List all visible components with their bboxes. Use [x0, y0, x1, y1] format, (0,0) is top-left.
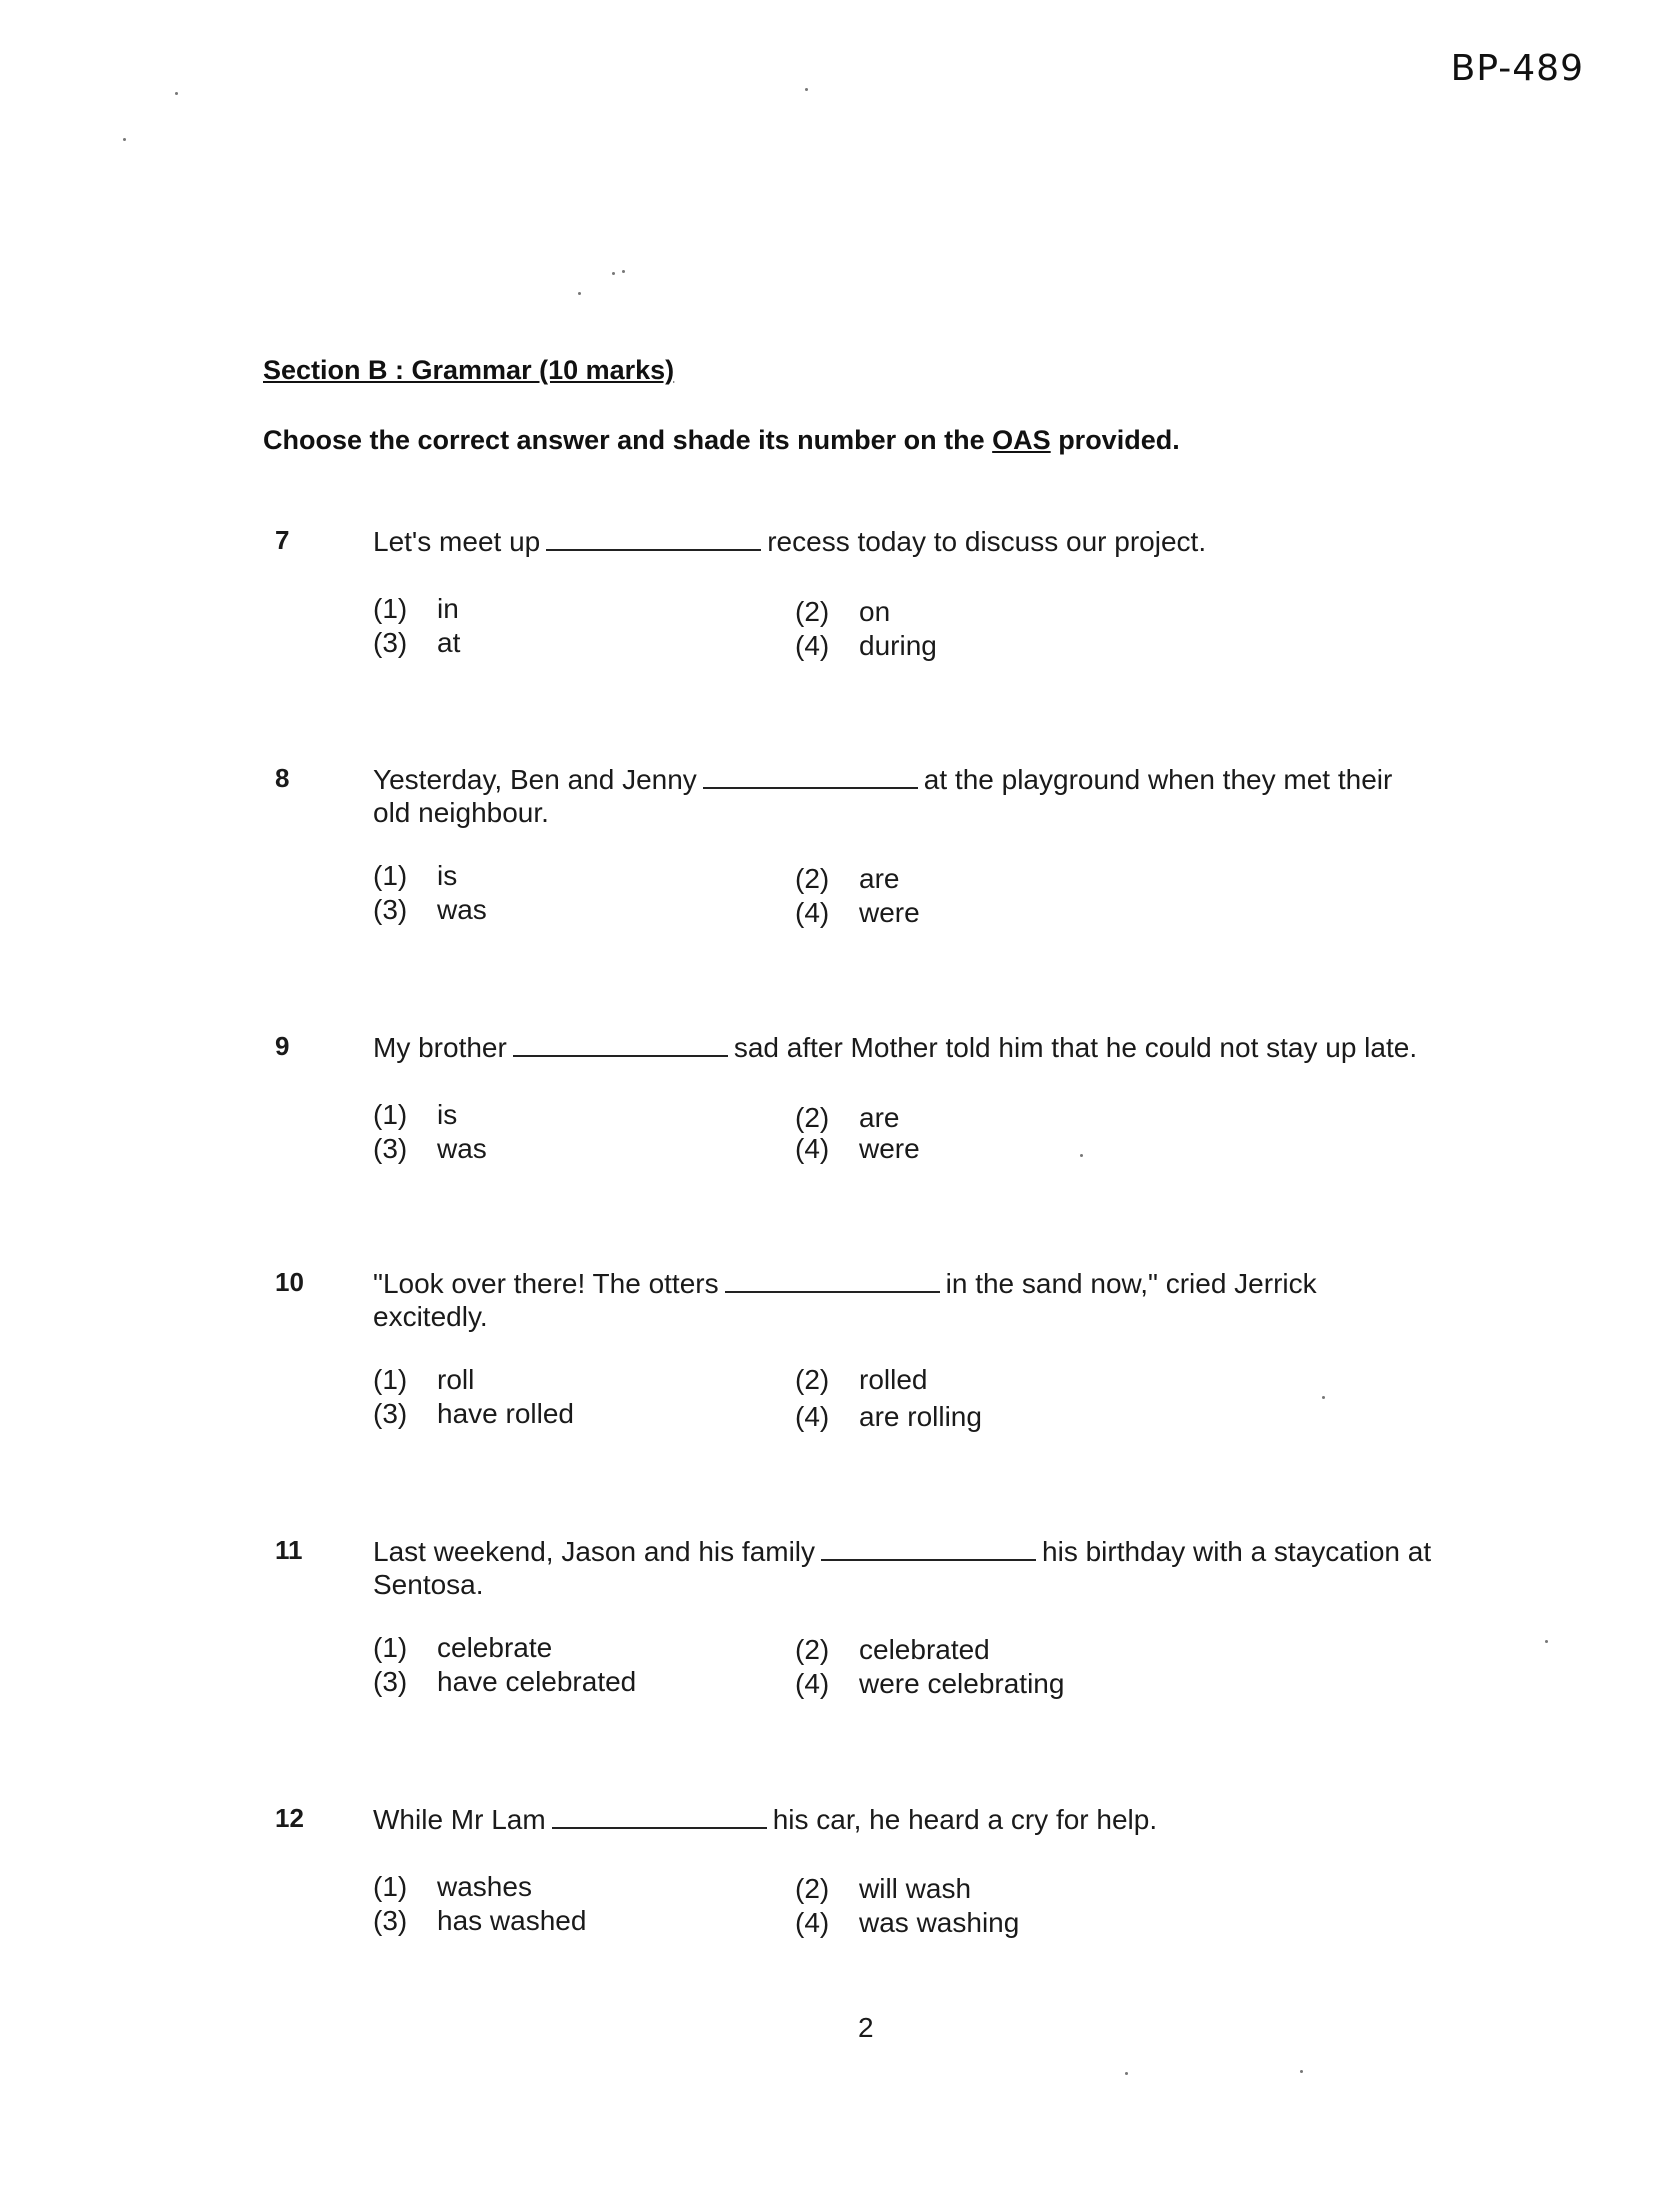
- scan-speck: [612, 272, 615, 275]
- option-number: (3): [373, 894, 408, 925]
- scan-speck: [622, 270, 625, 273]
- option-number: (3): [373, 1133, 408, 1164]
- option-text: have celebrated: [437, 1666, 637, 1697]
- option-number: (2): [795, 1873, 830, 1904]
- option-2[interactable]: [795, 1101, 899, 1135]
- option-text: celebrated: [859, 1634, 990, 1665]
- option-text: at: [437, 627, 461, 658]
- question-number: 10: [275, 1267, 304, 1297]
- option-text: is: [437, 860, 458, 891]
- question-text-after: at the playground when they met their old neighbour.: [373, 764, 1393, 828]
- option-text: was washing: [859, 1907, 1020, 1938]
- option-3[interactable]: [373, 626, 460, 660]
- option-number: (4): [795, 1133, 830, 1164]
- option-number: (4): [795, 897, 830, 928]
- option-number: (2): [795, 1634, 830, 1665]
- option-1[interactable]: [373, 859, 457, 893]
- instruction-lead: Choose the correct answer and shade its number on the: [263, 425, 993, 455]
- option-number: (3): [373, 627, 408, 658]
- scan-speck: [578, 292, 581, 295]
- option-3[interactable]: [373, 893, 487, 927]
- option-number: (2): [795, 863, 830, 894]
- option-number: (2): [795, 1102, 830, 1133]
- option-1[interactable]: [373, 1098, 457, 1132]
- option-2[interactable]: [795, 1872, 971, 1906]
- option-text: celebrate: [437, 1632, 553, 1663]
- option-text: were celebrating: [859, 1668, 1065, 1699]
- page-number: 2: [858, 2012, 874, 2043]
- option-text: rolled: [859, 1364, 928, 1395]
- option-text: has washed: [437, 1905, 587, 1936]
- document-code: BP-489: [1450, 48, 1584, 89]
- option-number: (2): [795, 1364, 830, 1395]
- option-text: are: [859, 1102, 900, 1133]
- question-text-after: his car, he heard a cry for help.: [772, 1804, 1158, 1835]
- option-4[interactable]: [795, 1667, 1064, 1701]
- option-text: are: [859, 863, 900, 894]
- option-text: in: [437, 593, 459, 624]
- question-text-after: in the sand now," cried Jerrick excitedly.: [373, 1268, 1317, 1332]
- option-1[interactable]: [373, 1631, 552, 1665]
- option-2[interactable]: [795, 1363, 927, 1397]
- option-text: is: [437, 1099, 458, 1130]
- question-text-before: Let's meet up: [373, 526, 541, 557]
- question-text: [373, 1535, 1433, 1601]
- option-4[interactable]: [795, 1400, 982, 1434]
- option-3[interactable]: [373, 1397, 574, 1431]
- instruction-text: [263, 425, 1180, 456]
- question-text-before: My brother: [373, 1032, 507, 1063]
- question-text-before: While Mr Lam: [373, 1804, 546, 1835]
- answer-blank: [703, 765, 918, 789]
- option-number: (4): [795, 630, 830, 661]
- question-text-before: Last weekend, Jason and his family: [373, 1536, 816, 1567]
- option-2[interactable]: [795, 862, 899, 896]
- scan-speck: [1322, 1396, 1325, 1399]
- instruction-oas: OAS: [992, 425, 1051, 455]
- option-4[interactable]: [795, 1132, 920, 1166]
- option-text: was: [437, 894, 487, 925]
- option-number: (1): [373, 1871, 408, 1902]
- option-text: are rolling: [859, 1401, 982, 1432]
- option-text: roll: [437, 1364, 475, 1395]
- option-number: (2): [795, 596, 830, 627]
- scan-speck: [123, 138, 126, 141]
- option-3[interactable]: [373, 1904, 586, 1938]
- scan-speck: [1300, 2070, 1303, 2073]
- question-text: [373, 525, 1433, 558]
- option-number: (1): [373, 1364, 408, 1395]
- option-number: (3): [373, 1398, 408, 1429]
- answer-blank: [552, 1805, 767, 1829]
- scan-speck: [1125, 2072, 1128, 2075]
- section-title: Section B : Grammar (10 marks): [263, 355, 675, 385]
- option-text: was: [437, 1133, 487, 1164]
- option-text: on: [859, 596, 891, 627]
- option-text: were: [859, 1133, 920, 1164]
- option-number: (1): [373, 860, 408, 891]
- option-1[interactable]: [373, 1363, 474, 1397]
- option-number: (4): [795, 1668, 830, 1699]
- option-number: (3): [373, 1905, 408, 1936]
- scan-speck: [805, 88, 808, 91]
- option-text: have rolled: [437, 1398, 574, 1429]
- option-text: during: [859, 630, 937, 661]
- scan-speck: [175, 92, 178, 95]
- option-4[interactable]: [795, 1906, 1019, 1940]
- option-number: (1): [373, 1099, 408, 1130]
- question-text: [373, 1803, 1433, 1836]
- option-number: (1): [373, 593, 408, 624]
- question-number: 12: [275, 1803, 304, 1833]
- option-text: were: [859, 897, 920, 928]
- question-text: [373, 763, 1433, 829]
- question-text-before: "Look over there! The otters: [373, 1268, 719, 1299]
- option-1[interactable]: [373, 1870, 532, 1904]
- question-text: [373, 1031, 1433, 1064]
- option-3[interactable]: [373, 1132, 487, 1166]
- question-text-before: Yesterday, Ben and Jenny: [373, 764, 697, 795]
- answer-blank: [546, 527, 761, 551]
- question-text-after: sad after Mother told him that he could not stay up late.: [733, 1032, 1418, 1063]
- answer-blank: [725, 1269, 940, 1293]
- option-number: (4): [795, 1401, 830, 1432]
- option-number: (4): [795, 1907, 830, 1938]
- option-text: washes: [437, 1871, 532, 1902]
- option-2[interactable]: [795, 1633, 990, 1667]
- option-3[interactable]: [373, 1665, 636, 1699]
- option-1[interactable]: [373, 592, 459, 626]
- question-text-after: his birthday with a staycation at Sentosa.: [373, 1536, 1432, 1600]
- option-number: (3): [373, 1666, 408, 1697]
- option-number: (1): [373, 1632, 408, 1663]
- scan-speck: [1080, 1154, 1083, 1157]
- option-2[interactable]: [795, 595, 890, 629]
- question-number: 8: [275, 763, 290, 793]
- option-text: will wash: [859, 1873, 972, 1904]
- instruction-tail: provided.: [1050, 425, 1180, 455]
- question-text: [373, 1267, 1433, 1333]
- option-4[interactable]: [795, 896, 920, 930]
- question-number: 9: [275, 1031, 290, 1061]
- question-text-after: recess today to discuss our project.: [767, 526, 1207, 557]
- question-number: 11: [275, 1535, 303, 1565]
- answer-blank: [513, 1033, 728, 1057]
- scan-speck: [1545, 1640, 1548, 1643]
- option-4[interactable]: [795, 629, 937, 663]
- question-number: 7: [275, 525, 290, 555]
- answer-blank: [821, 1537, 1036, 1561]
